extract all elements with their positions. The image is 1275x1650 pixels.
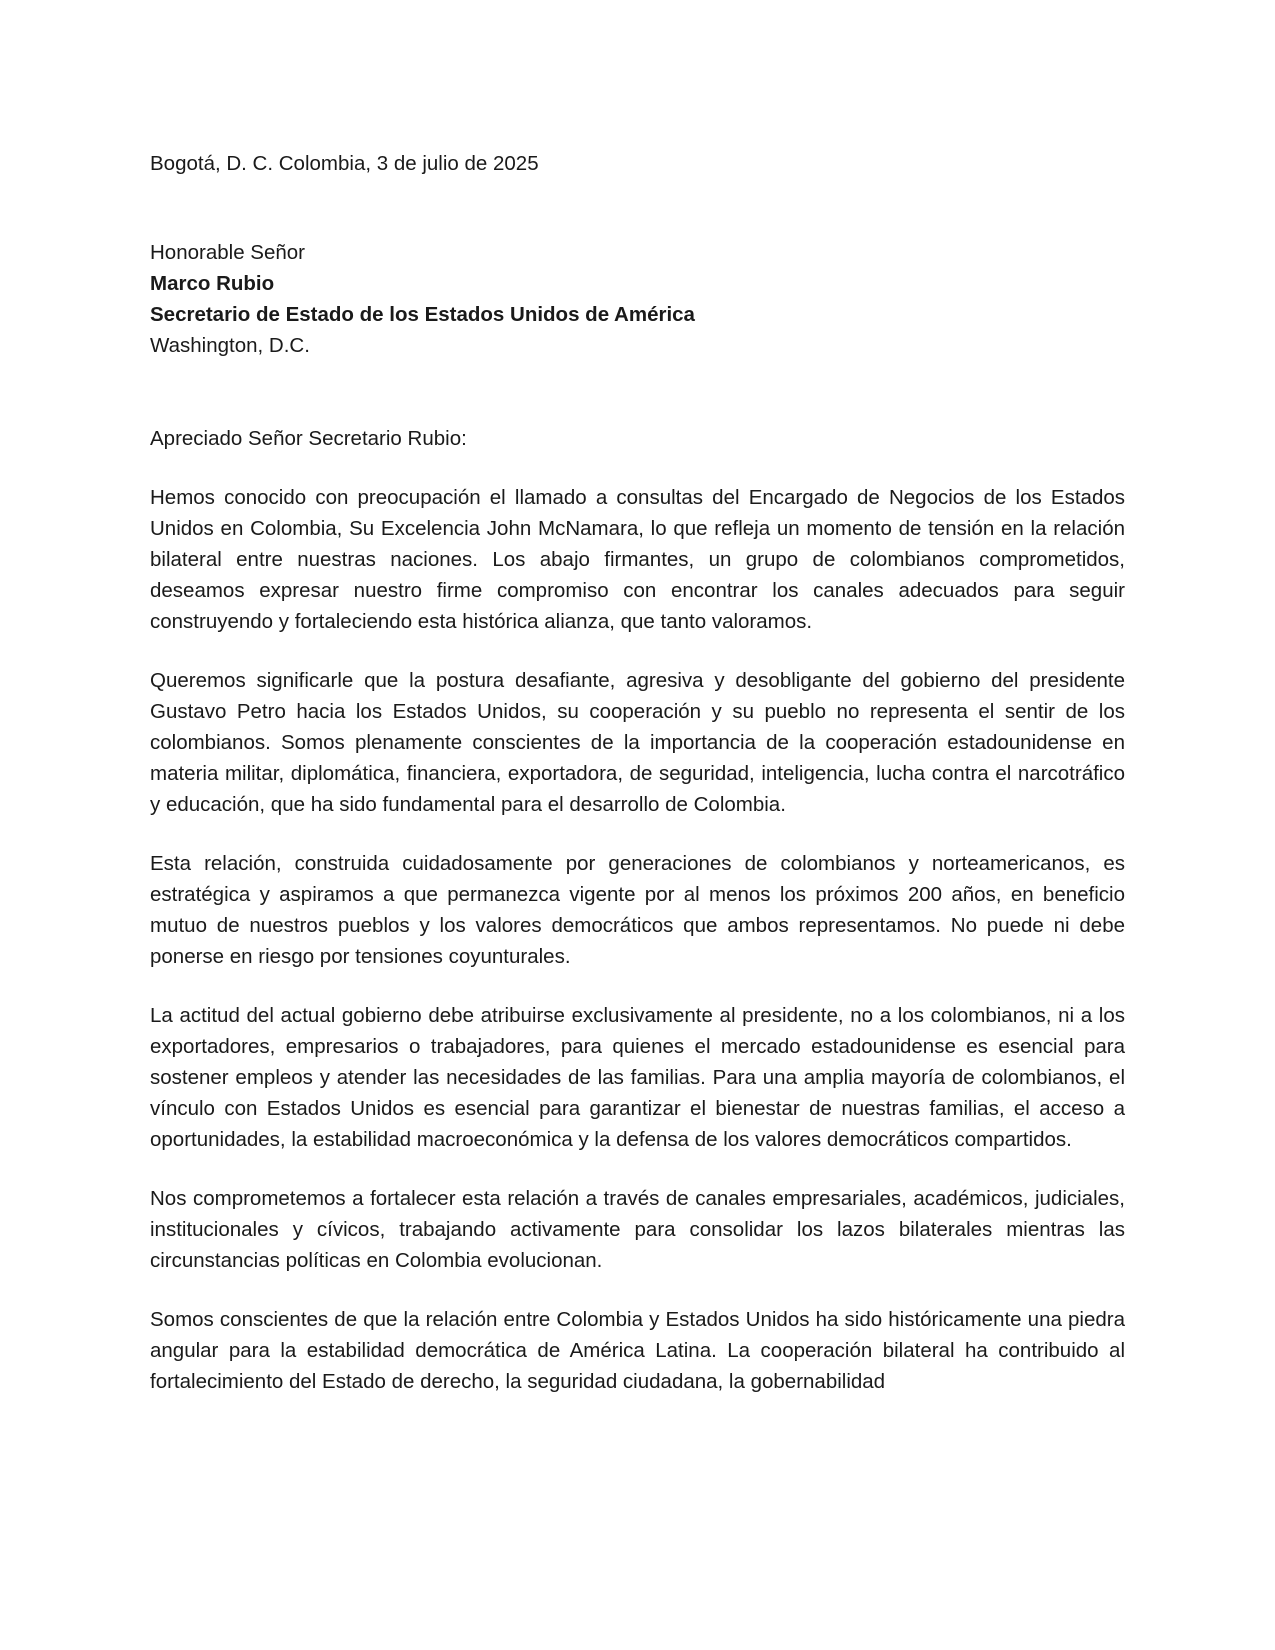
letter-body bbox=[150, 148, 1125, 1397]
paragraph-6: Somos conscientes de que la relación entre Colombia y Estados Unidos ha sido históricamente una piedra angular para la estabilidad democrática de América Latina. La cooperación bilateral ha contribuido al fortalecimiento del Estado de derecho, la seguridad ciudadana, la gobernabilidad bbox=[150, 1308, 1125, 1393]
paragraph-2: Queremos significarle que la postura desafiante, agresiva y desobligante del gobierno del presidente Gustavo Petro hacia los Estados Unidos, su cooperación y su pueblo no representa el sentir de los colombianos. Somos plenamente conscientes de la importancia de la cooperación estadounidense en materia militar, diplomática, financiera, exportadora, de seguridad, inteligencia, lucha contra el narcotráfico y educación, que ha sido fundamental para el desarrollo de Colombia. bbox=[150, 669, 1125, 816]
paragraph-4: La actitud del actual gobierno debe atribuirse exclusivamente al presidente, no a los colombianos, ni a los exportadores, empresarios o trabajadores, para quienes el mercado estadounidense es esencial para sostener empleos y atender las necesidades de las familias. Para una amplia mayoría de colombianos, el vínculo con Estados Unidos es esencial para garantizar el bienestar de nuestras familias, el acceso a oportunidades, la estabilidad macroeconómica y la defensa de los valores democráticos compartidos. bbox=[150, 1004, 1125, 1151]
paragraph-5: Nos comprometemos a fortalecer esta relación a través de canales empresariales, académicos, judiciales, institucionales y cívicos, trabajando activamente para consolidar los lazos bilaterales mientras las circunstancias políticas en Colombia evolucionan. bbox=[150, 1187, 1125, 1272]
place-date: Bogotá, D. C. Colombia, 3 de julio de 2025 bbox=[150, 152, 539, 175]
paragraph-3: Esta relación, construida cuidadosamente por generaciones de colombianos y norteamericanos, es estratégica y aspiramos a que permanezca vigente por al menos los próximos 200 años, en beneficio mutuo de nuestros pueblos y los valores democráticos que ambos representamos. No puede ni debe ponerse en riesgo por tensiones coyunturales. bbox=[150, 852, 1125, 968]
recipient-title: Secretario de Estado de los Estados Unidos de América bbox=[150, 303, 695, 326]
recipient-city: Washington, D.C. bbox=[150, 334, 310, 357]
recipient-honorific: Honorable Señor bbox=[150, 241, 305, 264]
recipient-name: Marco Rubio bbox=[150, 272, 275, 295]
salutation: Apreciado Señor Secretario Rubio: bbox=[150, 427, 467, 450]
paragraph-1: Hemos conocido con preocupación el llamado a consultas del Encargado de Negocios de los Estados Unidos en Colombia, Su Excelencia John McNamara, lo que refleja un momento de tensión en la relación bilateral entre nuestras naciones. Los abajo firmantes, un grupo de colombianos comprometidos, deseamos expresar nuestro firme compromiso con encontrar los canales adecuados para seguir construyendo y fortaleciendo esta histórica alianza, que tanto valoramos. bbox=[150, 486, 1125, 633]
recipient-block bbox=[150, 237, 1125, 361]
